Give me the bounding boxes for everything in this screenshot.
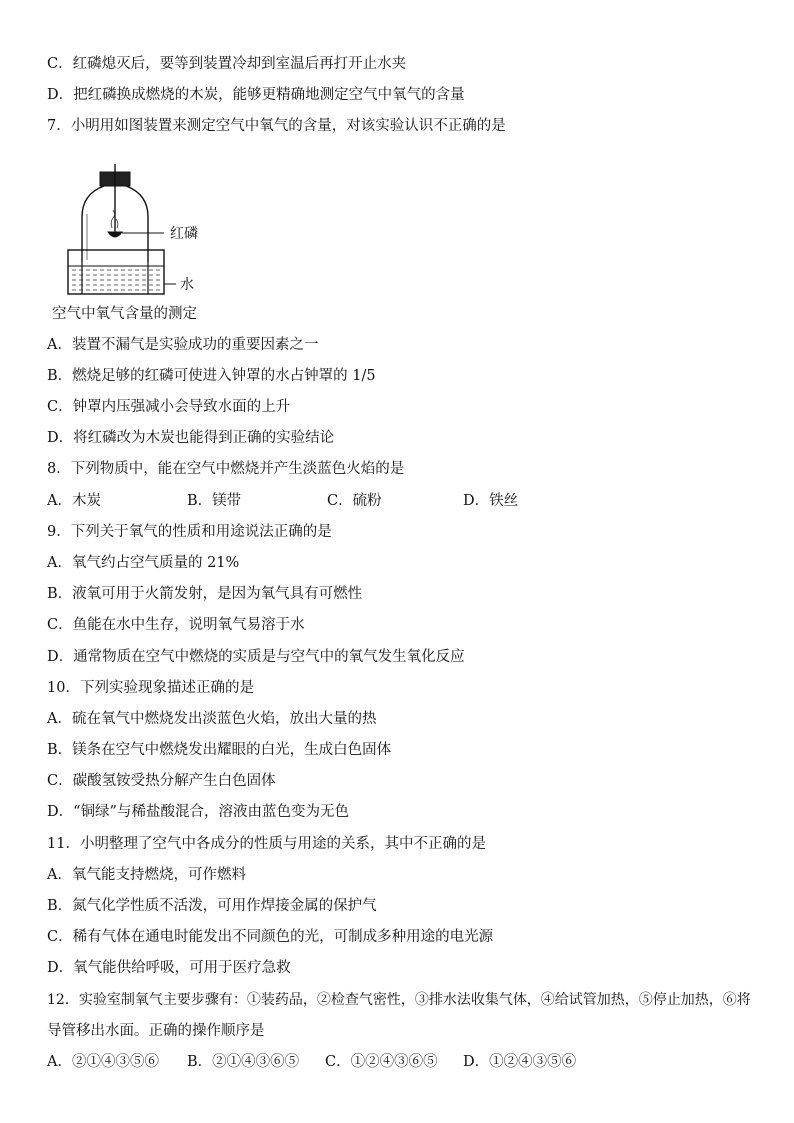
q6-option-d: D．把红磷换成燃烧的木炭，能够更精确地测定空气中氧气的含量 — [47, 87, 465, 103]
q10-option-a: A．硫在氧气中燃烧发出淡蓝色火焰，放出大量的热 — [47, 711, 377, 727]
bell-jar-diagram — [60, 162, 230, 302]
q9-option-b: B．液氧可用于火箭发射，是因为氧气具有可燃性 — [47, 586, 363, 602]
q8-option-a: A．木炭 — [47, 493, 101, 509]
q10-stem: 10．下列实验现象描述正确的是 — [47, 680, 254, 696]
q9-stem: 9．下列关于氧气的性质和用途说法正确的是 — [47, 524, 332, 540]
q12-option-d: D．①②④③⑤⑥ — [463, 1054, 577, 1070]
q7-option-c: C．钟罩内压强减小会导致水面的上升 — [47, 399, 291, 415]
q11-option-b: B．氮气化学性质不活泼，可用作焊接金属的保护气 — [47, 898, 377, 914]
q12-option-b: B．②①④③⑥⑤ — [187, 1054, 300, 1070]
q12-stem-line2: 导管移出水面。正确的操作顺序是 — [47, 1023, 265, 1039]
q12-option-c: C．①②④③⑥⑤ — [325, 1054, 438, 1070]
label-phosphorus: 红磷 — [170, 226, 198, 242]
q10-option-d: D．“铜绿”与稀盐酸混合，溶液由蓝色变为无色 — [47, 804, 349, 820]
label-water: 水 — [180, 277, 194, 293]
q8-option-b: B．镁带 — [187, 493, 242, 509]
q8-option-c: C．硫粉 — [327, 493, 382, 509]
q8-stem: 8．下列物质中，能在空气中燃烧并产生淡蓝色火焰的是 — [47, 461, 405, 477]
q12-stem-line1: 12．实验室制氧气主要步骤有：①装药品，②检查气密性，③排水法收集气体，④给试管加热，⑤停止加热，⑥将 — [47, 992, 751, 1008]
q7-option-b: B．燃烧足够的红磷可使进入钟罩的水占钟罩的 1/5 — [47, 368, 376, 384]
bell-jar-figure — [60, 162, 230, 302]
q10-option-c: C．碳酸氢铵受热分解产生白色固体 — [47, 773, 276, 789]
q11-option-c: C．稀有气体在通电时能发出不同颜色的光，可制成多种用途的电光源 — [47, 929, 494, 945]
q12-option-a: A．②①④③⑤⑥ — [47, 1054, 159, 1070]
q10-option-b: B．镁条在空气中燃烧发出耀眼的白光，生成白色固体 — [47, 742, 392, 758]
q7-option-d: D．将红磷改为木炭也能得到正确的实验结论 — [47, 430, 335, 446]
q7-stem: 7．小明用如图装置来测定空气中氧气的含量，对该实验认识不正确的是 — [47, 118, 506, 134]
q11-option-d: D．氧气能供给呼吸，可用于医疗急救 — [47, 960, 291, 976]
q11-stem: 11．小明整理了空气中各成分的性质与用途的关系，其中不正确的是 — [47, 836, 486, 852]
q9-option-a: A．氧气约占空气质量的 21% — [47, 555, 240, 571]
q7-option-a: A．装置不漏气是实验成功的重要因素之一 — [47, 337, 319, 353]
q9-option-d: D．通常物质在空气中燃烧的实质是与空气中的氧气发生氧化反应 — [47, 649, 465, 665]
figure-caption: 空气中氧气含量的测定 — [52, 306, 197, 322]
q11-option-a: A．氧气能支持燃烧，可作燃料 — [47, 867, 246, 883]
q9-option-c: C．鱼能在水中生存，说明氧气易溶于水 — [47, 617, 305, 633]
q8-option-d: D．铁丝 — [463, 493, 519, 509]
q6-option-c: C．红磷熄灭后，要等到装置冷却到室温后再打开止水夹 — [47, 56, 407, 72]
